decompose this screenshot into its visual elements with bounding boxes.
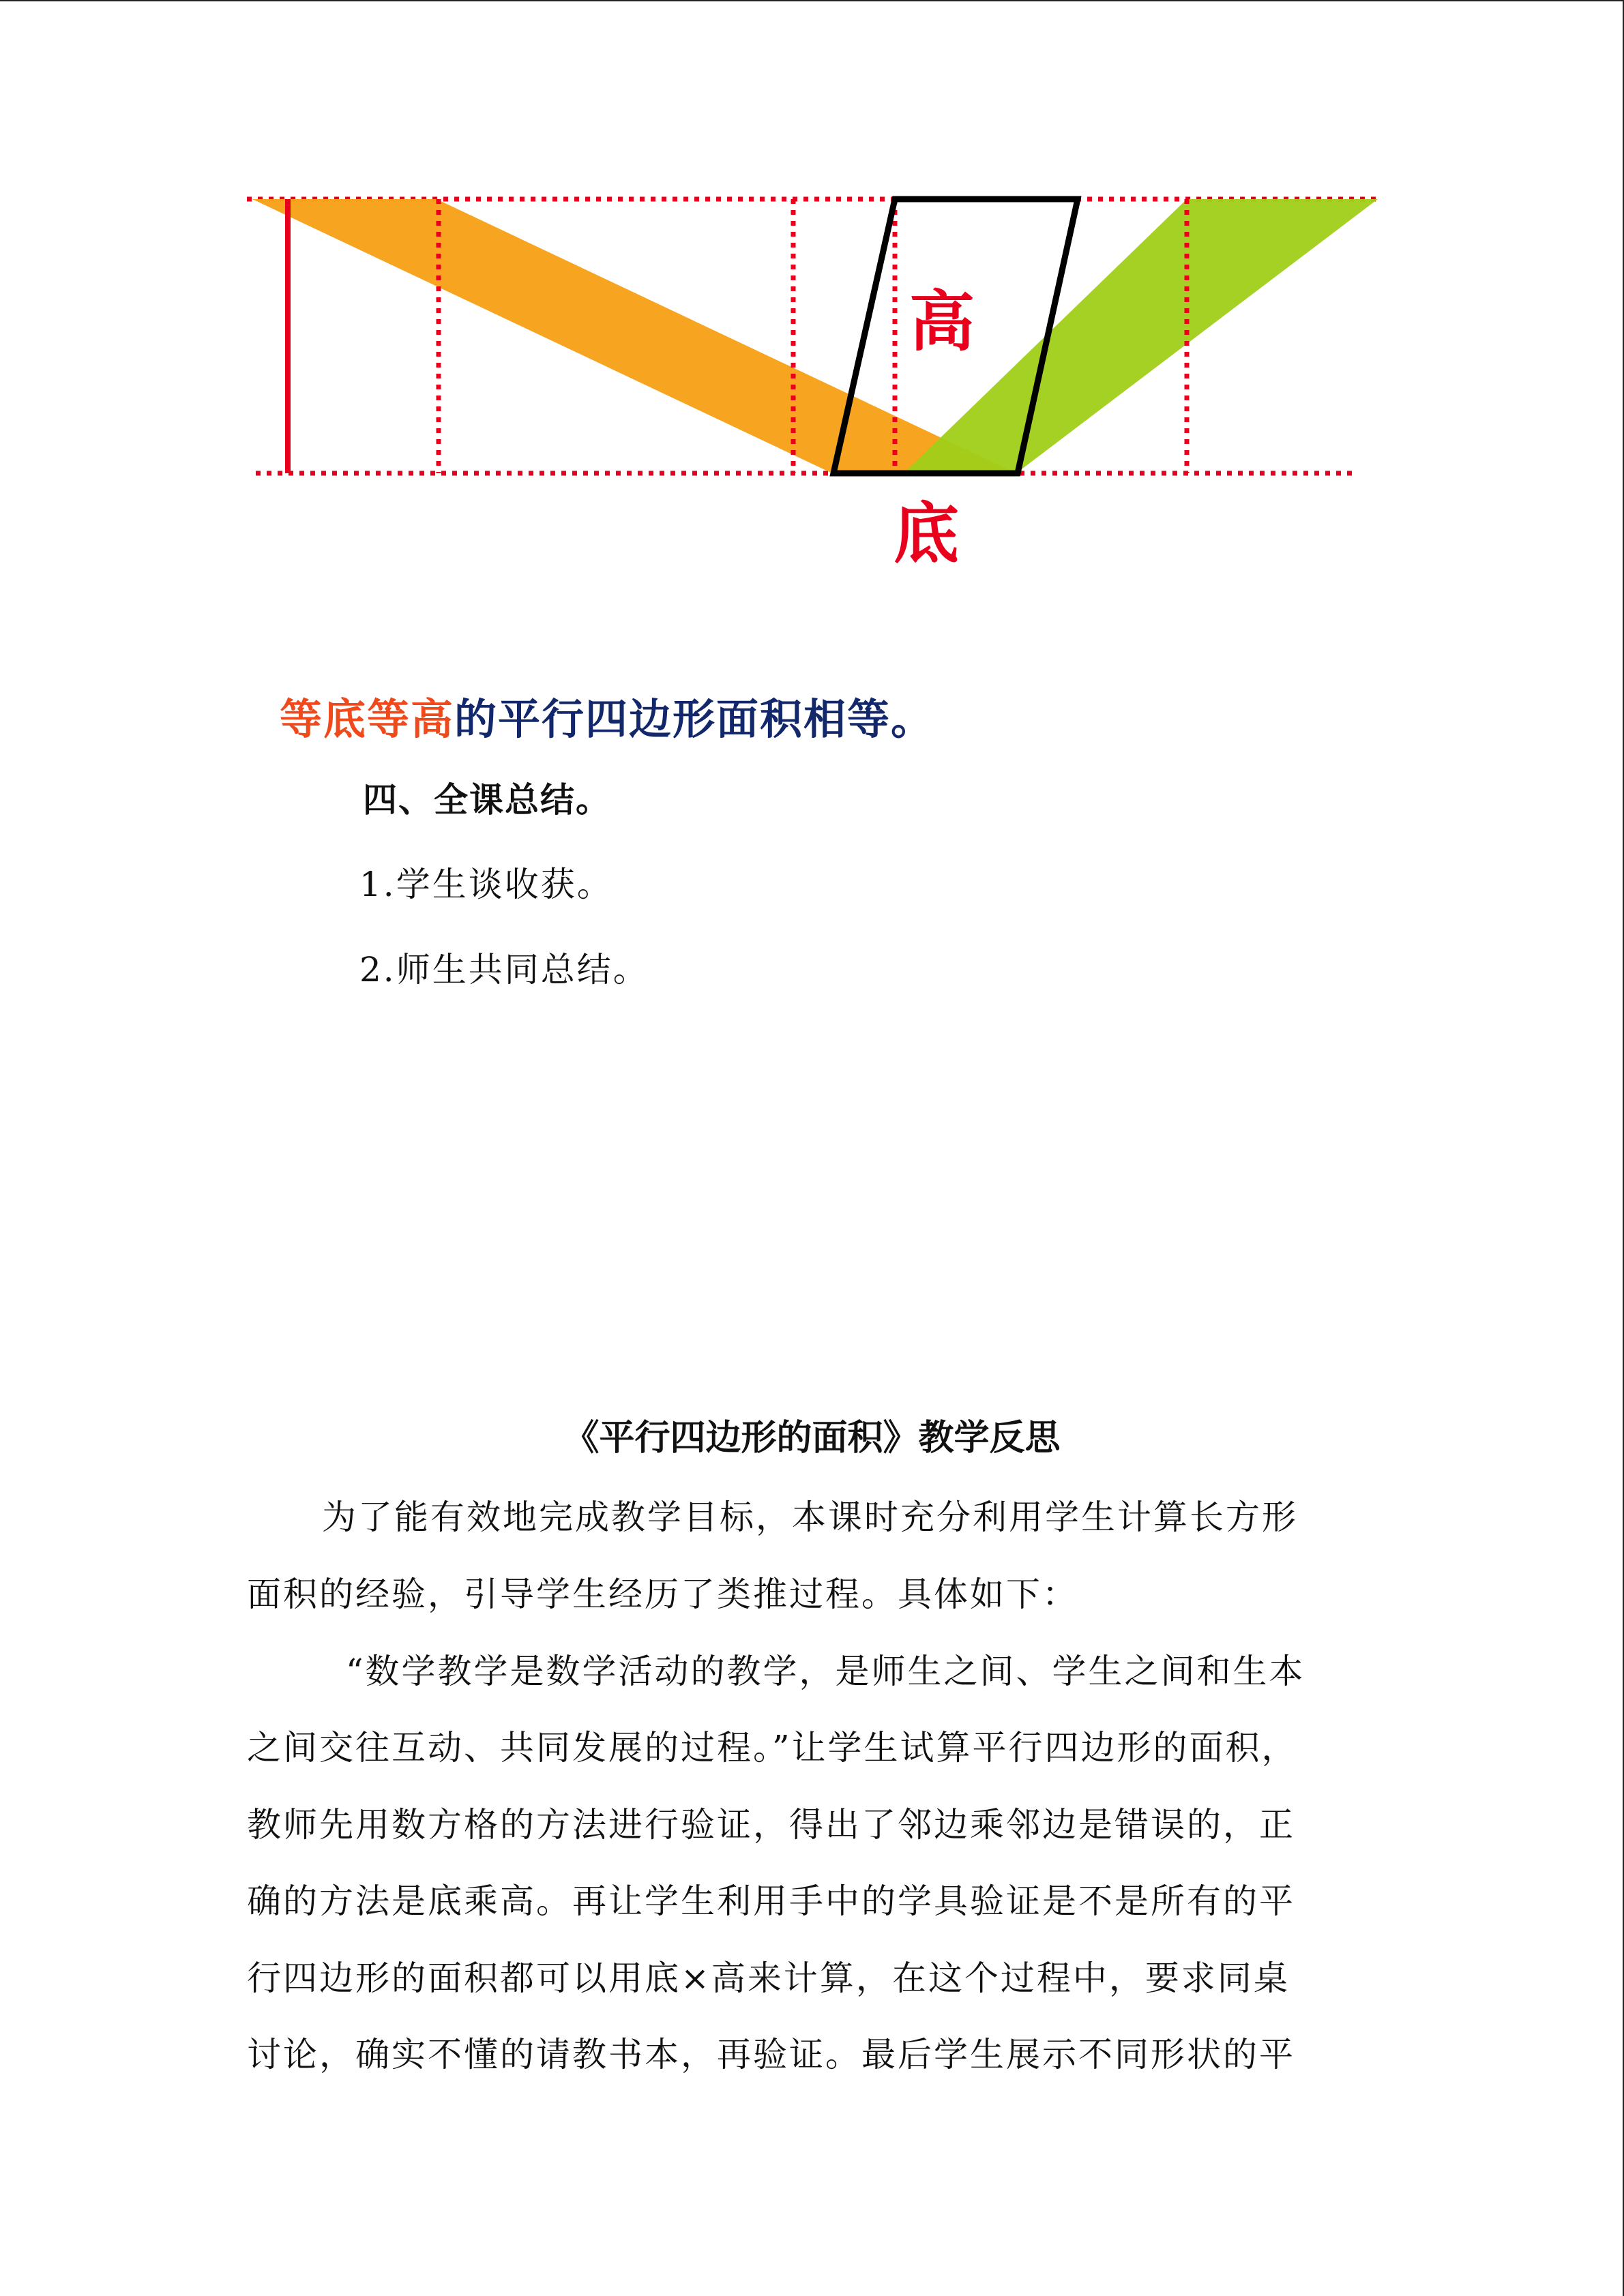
base-label: 底 <box>894 496 959 572</box>
green-parallelogram <box>904 199 1378 473</box>
height-label: 高 <box>909 284 975 360</box>
reflection-line-7: 行四边形的面积都可以用底×高来计算，在这个过程中，要求同桌 <box>247 1958 1290 1998</box>
orange-parallelogram <box>252 199 1016 473</box>
summary-heading: 四、全课总结。 <box>363 779 611 820</box>
parallelogram-figure <box>0 0 1624 614</box>
reflection-line-5: 教师先用数方格的方法进行验证，得出了邻边乘邻边是错误的，正 <box>247 1805 1295 1845</box>
reflection-line-6: 确的方法是底乘高。再让学生利用手中的学具验证是不是所有的平 <box>247 1881 1295 1921</box>
reflection-line-3: “数学教学是数学活动的教学，是师生之间、学生之间和生本 <box>346 1652 1305 1691</box>
caption-highlight: 等底等高 <box>280 694 455 744</box>
reflection-line-4: 之间交往互动、共同发展的过程。”让学生试算平行四边形的面积， <box>247 1728 1298 1768</box>
summary-item-1: 1.学生谈收获。 <box>359 865 613 904</box>
reflection-title: 《平行四边形的面积》教学反思 <box>563 1417 1061 1459</box>
reflection-line-1: 为了能有效地完成教学目标，本课时充分利用学生计算长方形 <box>322 1497 1298 1537</box>
summary-item-2: 2.师生共同总结。 <box>359 950 649 989</box>
caption-rest: 的平行四边形面积相等。 <box>454 694 935 744</box>
figure-caption <box>280 685 934 746</box>
reflection-line-2: 面积的经验，引导学生经历了类推过程。具体如下： <box>247 1575 1078 1614</box>
reflection-line-8: 讨论，确实不懂的请教书本，再验证。最后学生展示不同形状的平 <box>247 2035 1295 2074</box>
